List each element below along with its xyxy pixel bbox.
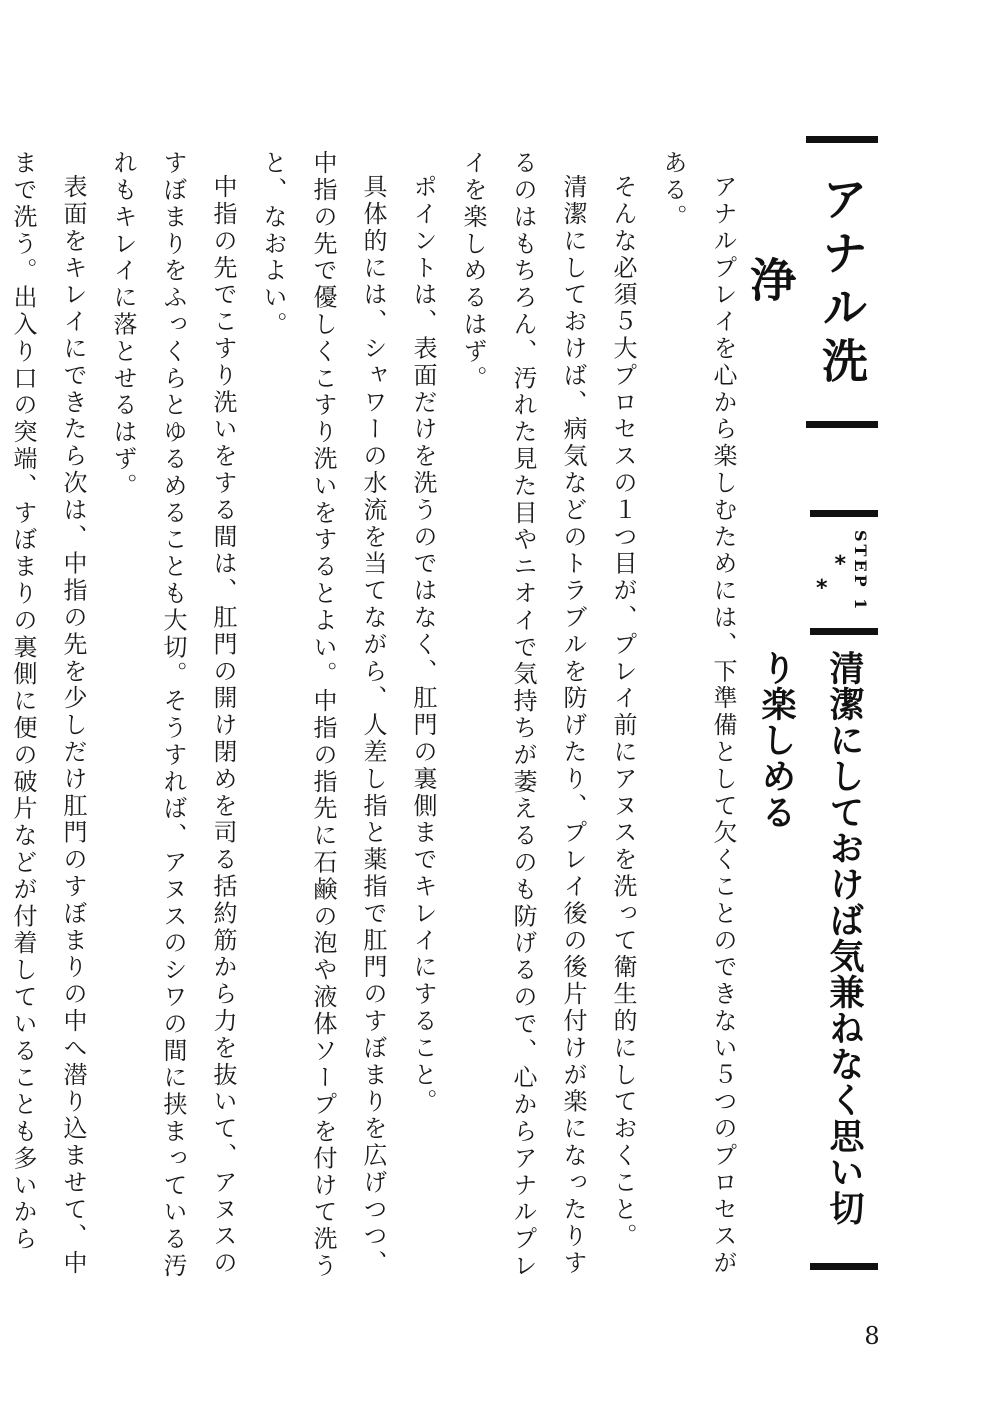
body-paragraph: アナルプレイを心から楽しむためには、下準備として欠くことのできない５つのプロセスがある。 (659, 150, 737, 1277)
body-paragraph: 中指の先でこすり洗いをする間は、肛門の開け閉めを司る括約筋から力を抜いて、アヌスのすぼまりをふっくらとゆるめることも大切。そうすれば、アヌスのシワの間に挟まっている汚れもキレイに落とせるはず。 (109, 150, 237, 1280)
step-subtitle: 清潔にしておけば気兼ねなく思い切り楽しめる (756, 650, 864, 1226)
step-bottom-rule (810, 1263, 878, 1270)
body-paragraph: 清潔にしておけば、病気などのトラブルを防げたり、プレイ後の後片付けが楽になったりするのはもちろん、汚れた見た目やニオイで気持ちが萎えるのも防げるので、心からアナルプレイを楽しめるはず。 (459, 150, 587, 1280)
step-label: STEP 1 (851, 530, 870, 613)
step-top-rule (810, 510, 878, 517)
body-paragraph: 具体的には、シャワーの水流を当てながら、人差し指と薬指で肛門のすぼまりを広げつつ、中指の先で優しくこすり洗いをするとよい。中指の指先に石鹸の泡や液体ソープを付けて洗うと、なおよい。 (259, 150, 387, 1280)
page-number: 8 (864, 1322, 880, 1350)
chapter-title-block (743, 136, 878, 428)
step-heading-block (756, 510, 878, 1270)
body-paragraph: 表面をキレイにできたら次は、中指の先を少しだけ肛門のすぼまりの中へ潜り込ませて、中まで洗う。出入り口の突端、すぼまりの裏側に便の破片などが付着していることも多いから (9, 150, 87, 1277)
asterisk-icon: * (816, 576, 828, 601)
body-paragraph: そんな必須５大プロセスの１つ目が、プレイ前にアヌスを洗って衛生的にしておくこと。 (609, 174, 637, 1250)
body-paragraph: ポイントは、表面だけを洗うのではなく、肛門の裏側までキレイにすること。 (409, 174, 437, 1116)
body-text (9, 150, 748, 1300)
asterisk-icon: * (834, 552, 846, 577)
title-bottom-rule (806, 421, 878, 428)
chapter-title: アナル洗浄 (743, 175, 869, 391)
step-middle-rule (810, 628, 878, 635)
title-top-rule (806, 136, 878, 143)
step-star-icons (816, 554, 846, 618)
